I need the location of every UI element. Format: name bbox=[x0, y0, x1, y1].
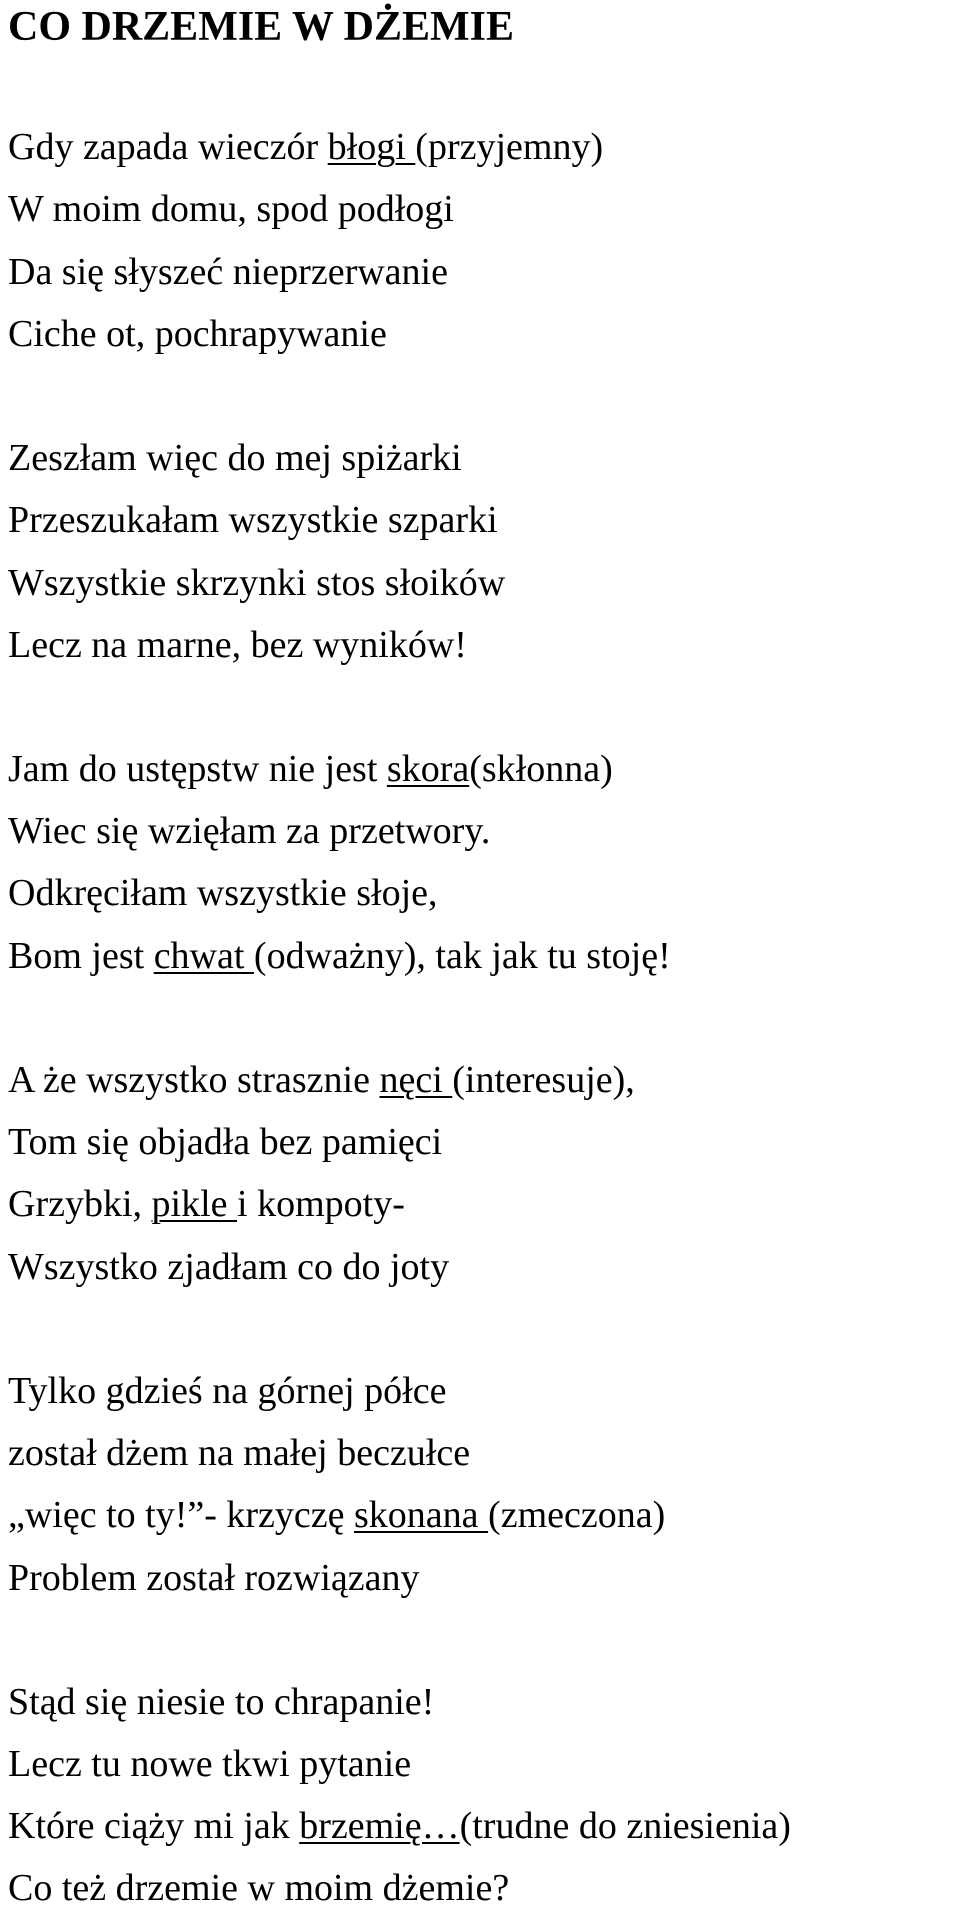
poem-line bbox=[8, 1422, 958, 1484]
stanza bbox=[8, 1671, 958, 1920]
line-text: A że wszystko strasznie bbox=[8, 1059, 380, 1101]
line-text: (skłonna) bbox=[469, 748, 613, 791]
poem-title: CO DRZEMIE W DŻEMIE bbox=[8, 4, 515, 50]
stanza bbox=[8, 1049, 958, 1298]
title-gap bbox=[8, 54, 958, 116]
line-text: (przyjemny) bbox=[415, 126, 604, 169]
poem-line bbox=[8, 303, 958, 365]
underlined-word: pikle bbox=[151, 1183, 238, 1226]
line-text: Stąd się niesie to chrapanie! bbox=[8, 1680, 435, 1723]
stanza-gap bbox=[8, 987, 958, 1049]
poem-line bbox=[8, 1733, 958, 1795]
line-text: Da się słyszeć nieprzerwanie bbox=[8, 250, 448, 293]
underlined-word: chwat bbox=[153, 934, 254, 977]
stanza-gap bbox=[8, 676, 958, 738]
line-text: Tom się objadła bez pamięci bbox=[8, 1121, 443, 1164]
stanza-gap bbox=[8, 1298, 958, 1360]
line-text: Grzybki, bbox=[8, 1183, 152, 1226]
line-text: Problem został rozwiązany bbox=[8, 1556, 420, 1599]
poem-line bbox=[8, 1236, 958, 1298]
underlined-word: brzemię… bbox=[299, 1805, 460, 1848]
line-text: Bom jest bbox=[8, 934, 154, 977]
underlined-word: nęci bbox=[379, 1059, 453, 1101]
line-text: Odkręciłam wszystkie słoje, bbox=[8, 872, 438, 915]
document-page bbox=[8, 0, 958, 1920]
line-text: został dżem na małej beczułce bbox=[8, 1432, 471, 1475]
poem-body bbox=[8, 116, 958, 1919]
poem-line bbox=[8, 178, 958, 240]
poem-line bbox=[8, 1111, 958, 1173]
line-text: i kompoty- bbox=[237, 1183, 405, 1226]
line-text: (zmeczona) bbox=[488, 1494, 666, 1537]
poem-line bbox=[8, 925, 958, 987]
poem-line bbox=[8, 1795, 958, 1857]
line-text: (interesuje), bbox=[452, 1059, 635, 1101]
poem-line bbox=[8, 489, 958, 551]
stanza-gap bbox=[8, 1609, 958, 1671]
poem-line bbox=[8, 1173, 958, 1235]
line-text: Gdy zapada wieczór bbox=[8, 126, 328, 169]
line-text: Wszystko zjadłam co do joty bbox=[8, 1245, 450, 1288]
poem-line bbox=[8, 241, 958, 303]
poem-line bbox=[8, 1547, 958, 1609]
line-text: Jam do ustępstw nie jest bbox=[8, 748, 387, 791]
line-text: Lecz tu nowe tkwi pytanie bbox=[8, 1743, 412, 1786]
line-text: Wszystkie skrzynki stos słoików bbox=[8, 561, 506, 604]
poem-line bbox=[8, 1360, 958, 1422]
poem-line bbox=[8, 1857, 958, 1919]
poem-line bbox=[8, 738, 958, 800]
underlined-word: skora bbox=[386, 748, 470, 791]
poem-line bbox=[8, 800, 958, 862]
underlined-word: błogi bbox=[327, 126, 416, 169]
poem-line bbox=[8, 862, 958, 924]
line-text: Wiec się wzięłam za przetwory. bbox=[8, 810, 491, 853]
poem-line bbox=[8, 1671, 958, 1733]
line-text: Które ciąży mi jak bbox=[8, 1805, 300, 1848]
line-text: W moim domu, spod podłogi bbox=[8, 188, 454, 231]
poem-line bbox=[8, 552, 958, 614]
underlined-word: skonana bbox=[354, 1494, 489, 1537]
poem-line bbox=[8, 614, 958, 676]
poem-line bbox=[8, 1049, 958, 1111]
line-text: Co też drzemie w moim dżemie? bbox=[8, 1867, 510, 1910]
line-text: Lecz na marne, bez wyników! bbox=[8, 623, 467, 666]
stanza bbox=[8, 738, 958, 987]
line-text: „więc to ty!”- krzyczę bbox=[8, 1494, 355, 1537]
line-text: Zeszłam więc do mej spiżarki bbox=[8, 437, 462, 480]
stanza bbox=[8, 1360, 958, 1609]
stanza-gap bbox=[8, 365, 958, 427]
line-text: Tylko gdzieś na górnej półce bbox=[8, 1369, 447, 1412]
line-text: Ciche ot, pochrapywanie bbox=[8, 312, 387, 355]
stanza bbox=[8, 116, 958, 365]
line-text: Przeszukałam wszystkie szparki bbox=[8, 499, 498, 542]
poem-line bbox=[8, 116, 958, 178]
poem-line bbox=[8, 427, 958, 489]
line-text: (trudne do zniesienia) bbox=[459, 1805, 791, 1848]
poem-line bbox=[8, 1484, 958, 1546]
stanza bbox=[8, 427, 958, 676]
line-text: (odważny), tak jak tu stoję! bbox=[253, 934, 671, 977]
